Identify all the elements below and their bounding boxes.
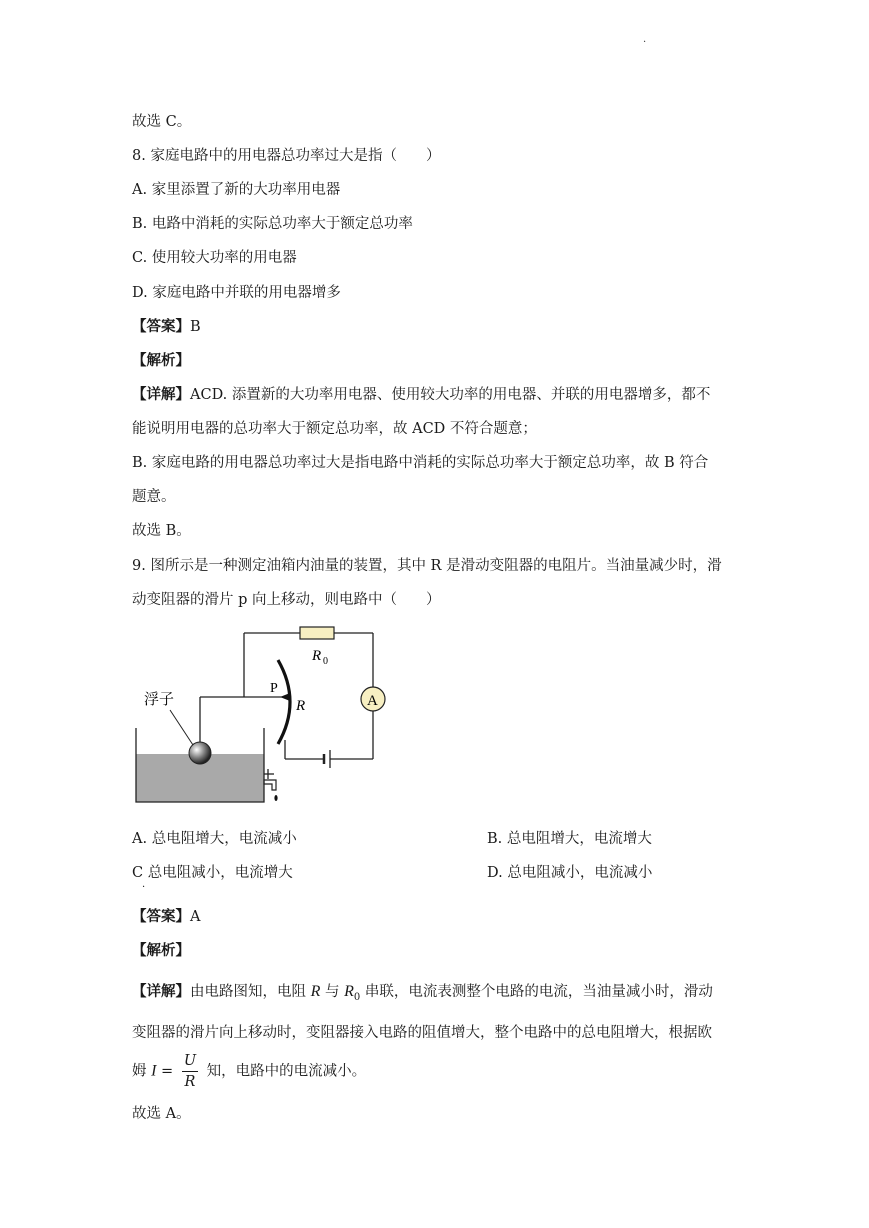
question-8-stem: 8. 家庭电路中的用电器总功率过大是指（ ） <box>132 148 441 164</box>
question-8-option-a: A. 家里添置了新的大功率用电器 <box>132 182 341 198</box>
ammeter-label: A <box>367 693 378 709</box>
header-dot: . <box>643 34 647 45</box>
float-label: 浮子 <box>144 690 175 708</box>
slider-label: P <box>270 681 278 696</box>
detail-tag: 【详解】 <box>132 386 190 403</box>
oil-gauge-circuit-diagram <box>130 622 390 812</box>
float-ball <box>189 742 211 764</box>
conclusion-c: 故选 C。 <box>132 114 192 130</box>
option-c-dot: · <box>142 882 146 893</box>
question-9-option-c: C 总电阻减小，电流增大 <box>132 865 293 881</box>
detail-9-line-1 <box>132 982 713 1008</box>
detail-9-line-3 <box>132 1051 366 1092</box>
math-r0: R <box>344 983 354 1000</box>
math-equals: = <box>156 1063 178 1080</box>
detail-9-line-2: 变阻器的滑片向上移动时，变阻器接入电路的阻值增大，整个电路中的总电阻增大，根据欧 <box>132 1025 712 1041</box>
detail-text-b: 与 <box>320 984 345 1000</box>
question-9-option-a: A. 总电阻增大，电流减小 <box>132 831 297 847</box>
question-8-option-b: B. 电路中消耗的实际总功率大于额定总功率 <box>132 216 413 232</box>
answer-8 <box>132 317 201 337</box>
conclusion-a: 故选 A。 <box>132 1106 191 1122</box>
detail-8-line-2: 能说明用电器的总功率大于额定总功率，故 ACD 不符合题意； <box>132 421 537 437</box>
math-fraction <box>182 1051 198 1092</box>
rheostat-arc <box>278 660 290 744</box>
answer-tag: 【答案】 <box>132 908 190 925</box>
detail-text-end: 知，电路中的电流减小。 <box>202 1063 367 1080</box>
math-r0-subscript: 0 <box>353 991 361 1003</box>
detail-text-ohm: 姆 <box>132 1063 152 1080</box>
detail-8-line-3: B. 家庭电路的用电器总功率过大是指电路中消耗的实际总功率大于额定总功率，故 B 符合 <box>132 455 709 471</box>
conclusion-b: 故选 B。 <box>132 523 191 539</box>
detail-text-c: 串联，电流表测整个电路的电流，当油量减小时，滑动 <box>360 984 713 1000</box>
detail-text: ACD. 添置新的大功率用电器、使用较大功率的用电器、并联的用电器增多，都不 <box>190 387 711 403</box>
r0-subscript: 0 <box>323 656 328 667</box>
math-r: R <box>310 983 321 1000</box>
question-9-option-b: B. 总电阻增大，电流增大 <box>487 831 652 847</box>
detail-8-line-4: 题意。 <box>132 489 176 505</box>
answer-9 <box>132 907 200 927</box>
question-8-option-c: C. 使用较大功率的用电器 <box>132 250 297 266</box>
detail-text-a: 由电路图知，电阻 <box>190 984 311 1000</box>
faucet-spout <box>264 780 276 790</box>
math-i: I <box>151 1062 157 1080</box>
detail-8-line-1 <box>132 385 710 405</box>
detail-tag: 【详解】 <box>132 983 190 1000</box>
fraction-denominator: R <box>184 1074 196 1090</box>
question-9-option-d: D. 总电阻减小，电流减小 <box>487 865 653 881</box>
answer-value: B <box>190 319 201 335</box>
oil-drop <box>274 795 277 801</box>
question-8-option-d: D. 家庭电路中并联的用电器增多 <box>132 285 341 301</box>
analysis-tag-9: 【解析】 <box>132 942 190 959</box>
question-9-stem-2: 动变阻器的滑片 p 向上移动，则电路中（ ） <box>132 592 441 608</box>
r0-label: R <box>312 648 322 664</box>
analysis-tag-8: 【解析】 <box>132 352 190 369</box>
float-leader-line <box>170 710 193 745</box>
answer-tag: 【答案】 <box>132 318 190 335</box>
fraction-numerator: U <box>182 1051 198 1072</box>
answer-value: A <box>190 909 201 925</box>
rheostat-label: R <box>296 698 306 714</box>
resistor-r0 <box>300 627 334 639</box>
question-9-stem-1: 9. 图所示是一种测定油箱内油量的装置，其中 R 是滑动变阻器的电阻片。当油量减少时，滑 <box>132 558 722 574</box>
